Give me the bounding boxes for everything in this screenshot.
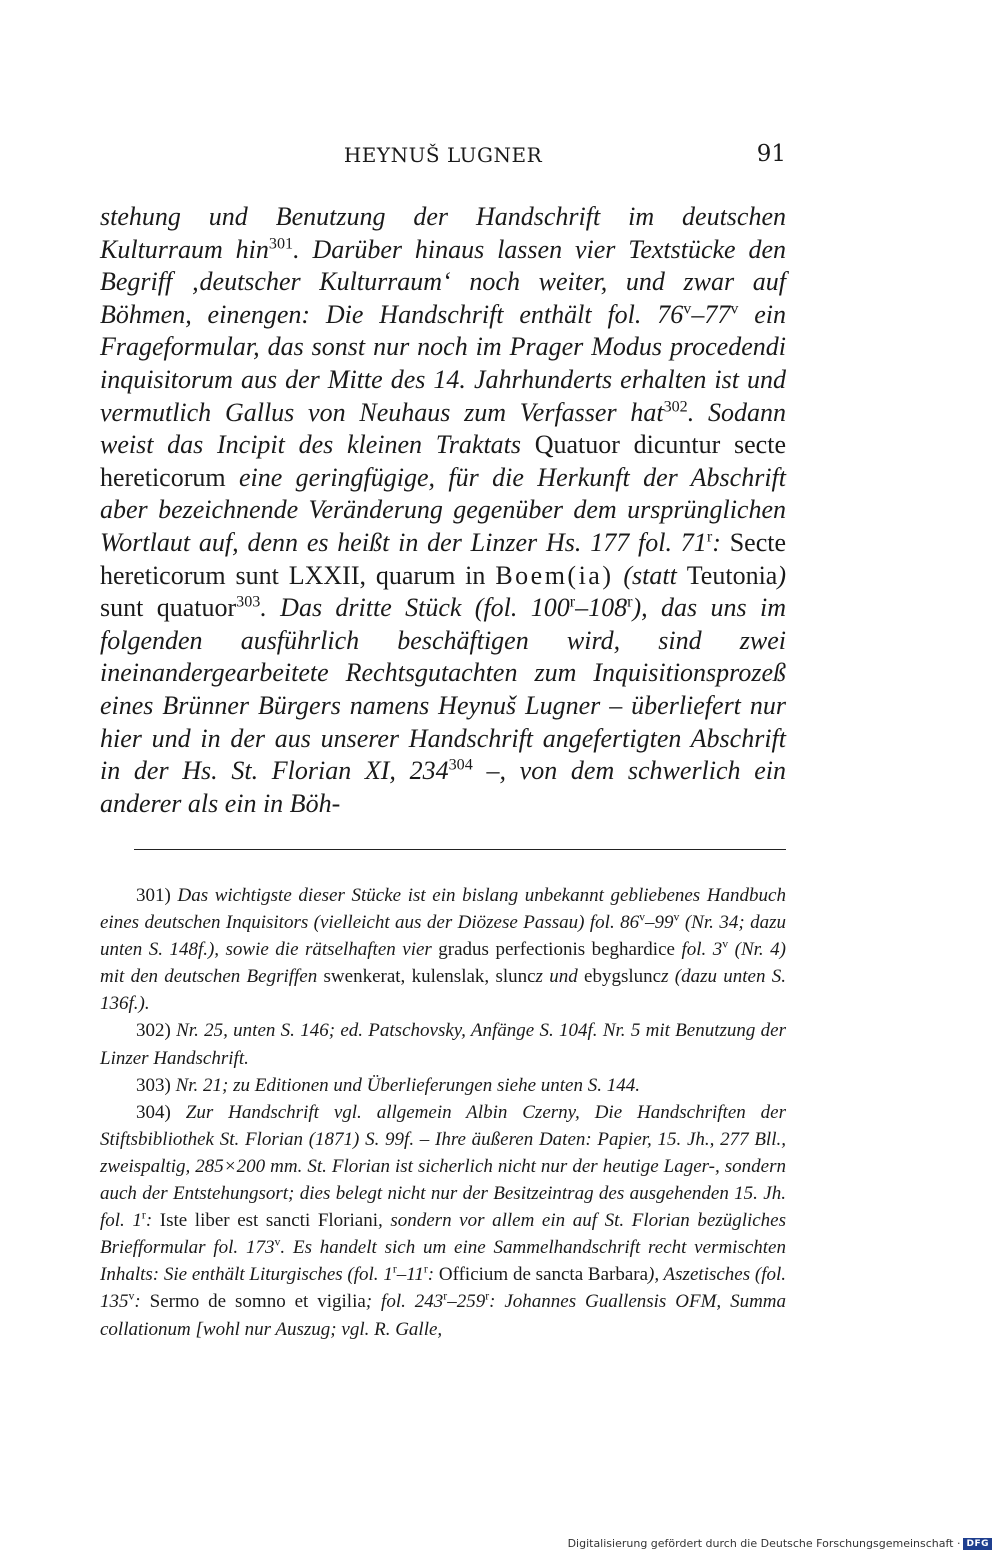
footnote-reference: r — [443, 1290, 448, 1304]
italic-text-run: : — [145, 1210, 160, 1232]
roman-quotation-run: ebygslunc — [584, 966, 662, 988]
footnote-reference: v — [730, 300, 739, 318]
italic-text-run: . Sodann weist das Incipit des kleinen Traktats — [100, 397, 786, 460]
italic-text-run: –, von dem schwerlich ein anderer als ein in Böh- — [100, 756, 786, 818]
italic-text-run: : — [134, 1291, 150, 1313]
italic-text-run: : Johannes Guallensis OFM, Summa collationum [wohl nur Auszug; vgl. R. Galle, — [100, 1291, 787, 1340]
italic-text-run: : — [712, 527, 730, 557]
footnote — [100, 882, 786, 1017]
footnote-reference: r — [485, 1290, 490, 1304]
roman-quotation-run: Boem(ia) — [495, 560, 614, 590]
italic-text-run: –77 — [691, 299, 731, 329]
italic-text-run: . Das dritte Stück (fol. 100 — [260, 593, 570, 623]
roman-quotation-run: swenkerat, kulenslak, slunc — [323, 966, 536, 988]
main-body-paragraph — [100, 201, 786, 820]
page-header — [100, 143, 786, 173]
italic-text-run: –11 — [396, 1264, 424, 1286]
italic-text-run: Nr. 21; zu Editionen und Überlieferungen siehe unten S. 144. — [175, 1074, 640, 1096]
dfg-logo: DFG — [963, 1538, 992, 1550]
footnote-reference: r — [569, 593, 576, 611]
footnote-reference: 304 — [448, 756, 473, 774]
roman-quotation-run: sunt quatuor — [100, 593, 237, 623]
italic-text-run: Nr. 25, unten S. 146; ed. Patschovsky, Anfänge S. 104f. Nr. 5 mit Benutzung der Linzer Handschrift. — [100, 1020, 787, 1069]
roman-quotation-run: Officium de sancta Barbara — [438, 1264, 649, 1286]
footnote-reference: 302 — [663, 397, 688, 415]
footnote-reference: v — [128, 1290, 135, 1304]
roman-quotation-run: Secte hereticorum sunt LXXII, quarum in — [100, 527, 786, 590]
roman-quotation-run: 304) — [136, 1101, 186, 1123]
digitization-credit — [568, 1537, 992, 1550]
footnote-reference: r — [706, 528, 713, 546]
roman-quotation-run: Iste liber est sancti Floriani — [159, 1210, 378, 1232]
footnote-reference: 301 — [268, 234, 294, 252]
italic-text-run: Zur Handschrift vgl. allgemein Albin Czerny, Die Handschriften der Stiftsbibliothek St. Florian (1871) S. 99f. – Ihre äußeren Daten: Papier, 15. Jh., 277 Bll., zweispaltig, 285×200 mm. St. Florian ist sicherlich nicht nur der heutige Lager-, sondern auch der Entstehungsort; dies belegt nicht nur der Besitzeintrag des ausgehenden 15. Jh. fol. 1 — [100, 1101, 787, 1232]
footnote-reference: r — [141, 1208, 146, 1222]
running-title: HEYNUŠ LUGNER — [343, 143, 543, 167]
footnote-reference: v — [673, 910, 680, 924]
footnote-reference: v — [639, 910, 646, 924]
footnote — [100, 1099, 786, 1343]
italic-text-run: ), Aszetisches (fol. 135 — [100, 1264, 787, 1313]
italic-text-run: ), das uns im folgenden ausführlich beschäftigen wird, sind zwei ineinandergearbeitete Rechtsgutachten zum Inquisitionsprozeß eines Brünner Bürgers namens Heynuš Lugner – überliefert nur hier und in der aus unserer Handschrift angefertigten Abschrift in der Hs. St. Florian XI, 234 — [100, 593, 786, 786]
roman-quotation-run: Teutonia — [686, 560, 778, 590]
roman-quotation-run: gradus perfectionis beghardice — [438, 939, 675, 961]
italic-text-run: (Nr. 34; dazu unten S. 148f.), sowie die rätselhaften vier — [100, 912, 786, 961]
footnotes — [100, 882, 786, 1343]
roman-quotation-run: 301) — [136, 885, 178, 906]
footnote-reference: v — [274, 1235, 281, 1249]
italic-text-run: (statt — [613, 560, 687, 590]
footnote-reference: r — [392, 1262, 397, 1276]
italic-text-run: . Darüber hinaus lassen vier Textstücke den Begriff ‚deutscher Kulturraum‘ noch weiter, und zwar auf Böhmen, einengen: Die Handschrift enthält fol. 76 — [100, 234, 786, 329]
italic-text-run: –99 — [645, 912, 674, 934]
footnote-reference: 303 — [236, 593, 261, 611]
page-number: 91 — [756, 141, 786, 167]
italic-text-run: (Nr. 4) mit den deutschen Begriffen — [100, 939, 786, 988]
italic-text-run: z und — [535, 966, 585, 988]
roman-quotation-run: 302) — [136, 1020, 177, 1042]
footnote-reference: r — [423, 1262, 428, 1276]
italic-text-run: eine geringfügige, für die Herkunft der Abschrift aber bezeichnende Veränderung gegenüber dem ursprünglichen Wortlaut auf, denn es heißt in der Linzer Hs. 177 fol. 71 — [100, 462, 786, 557]
footnote-reference: v — [722, 937, 729, 951]
italic-text-run: stehung und Benutzung der Handschrift im deutschen Kulturraum hin — [100, 202, 786, 264]
italic-text-run: ) — [777, 560, 786, 590]
italic-text-run: . Es handelt sich um eine Sammelhandschrift recht vermischten Inhalts: Sie enthält Liturgisches (fol. 1 — [100, 1237, 786, 1286]
footnote — [100, 1017, 786, 1071]
italic-text-run: –108 — [575, 593, 628, 623]
italic-text-run: Das wichtigste dieser Stücke ist ein bislang unbekannt gebliebenes Handbuch eines deutschen Inquisitors (vielleicht aus der Diözese Passau) fol. 86 — [100, 885, 786, 934]
footnote-reference: r — [627, 593, 633, 611]
italic-text-run: ein Frageformular, das sonst nur noch im Prager Modus procedendi inquisitorum aus der Mitte des 14. Jahrhunderts erhalten ist und vermutlich Gallus von Neuhaus zum Verfasser hat — [100, 299, 787, 427]
italic-text-run: z (dazu unten S. 136f.). — [100, 966, 786, 1015]
footnote — [100, 1072, 786, 1099]
footnote-reference: v — [683, 300, 692, 318]
roman-quotation-run: 303) — [136, 1074, 176, 1096]
italic-text-run: , sondern vor allem ein auf St. Florian bezügliches Briefformular fol. 173 — [100, 1210, 787, 1259]
italic-text-run: –259 — [447, 1291, 486, 1313]
roman-quotation-run: Sermo de somno et vigilia — [149, 1291, 366, 1313]
credit-text: Digitalisierung gefördert durch die Deutsche Forschungsgemeinschaft · — [567, 1537, 961, 1550]
italic-text-run: ; fol. 243 — [365, 1291, 444, 1313]
roman-quotation-run: Quatuor dicuntur secte hereticorum — [100, 430, 786, 492]
italic-text-run: fol. 3 — [674, 939, 723, 961]
footnote-separator-rule — [134, 849, 786, 850]
italic-text-run: : — [427, 1264, 439, 1286]
